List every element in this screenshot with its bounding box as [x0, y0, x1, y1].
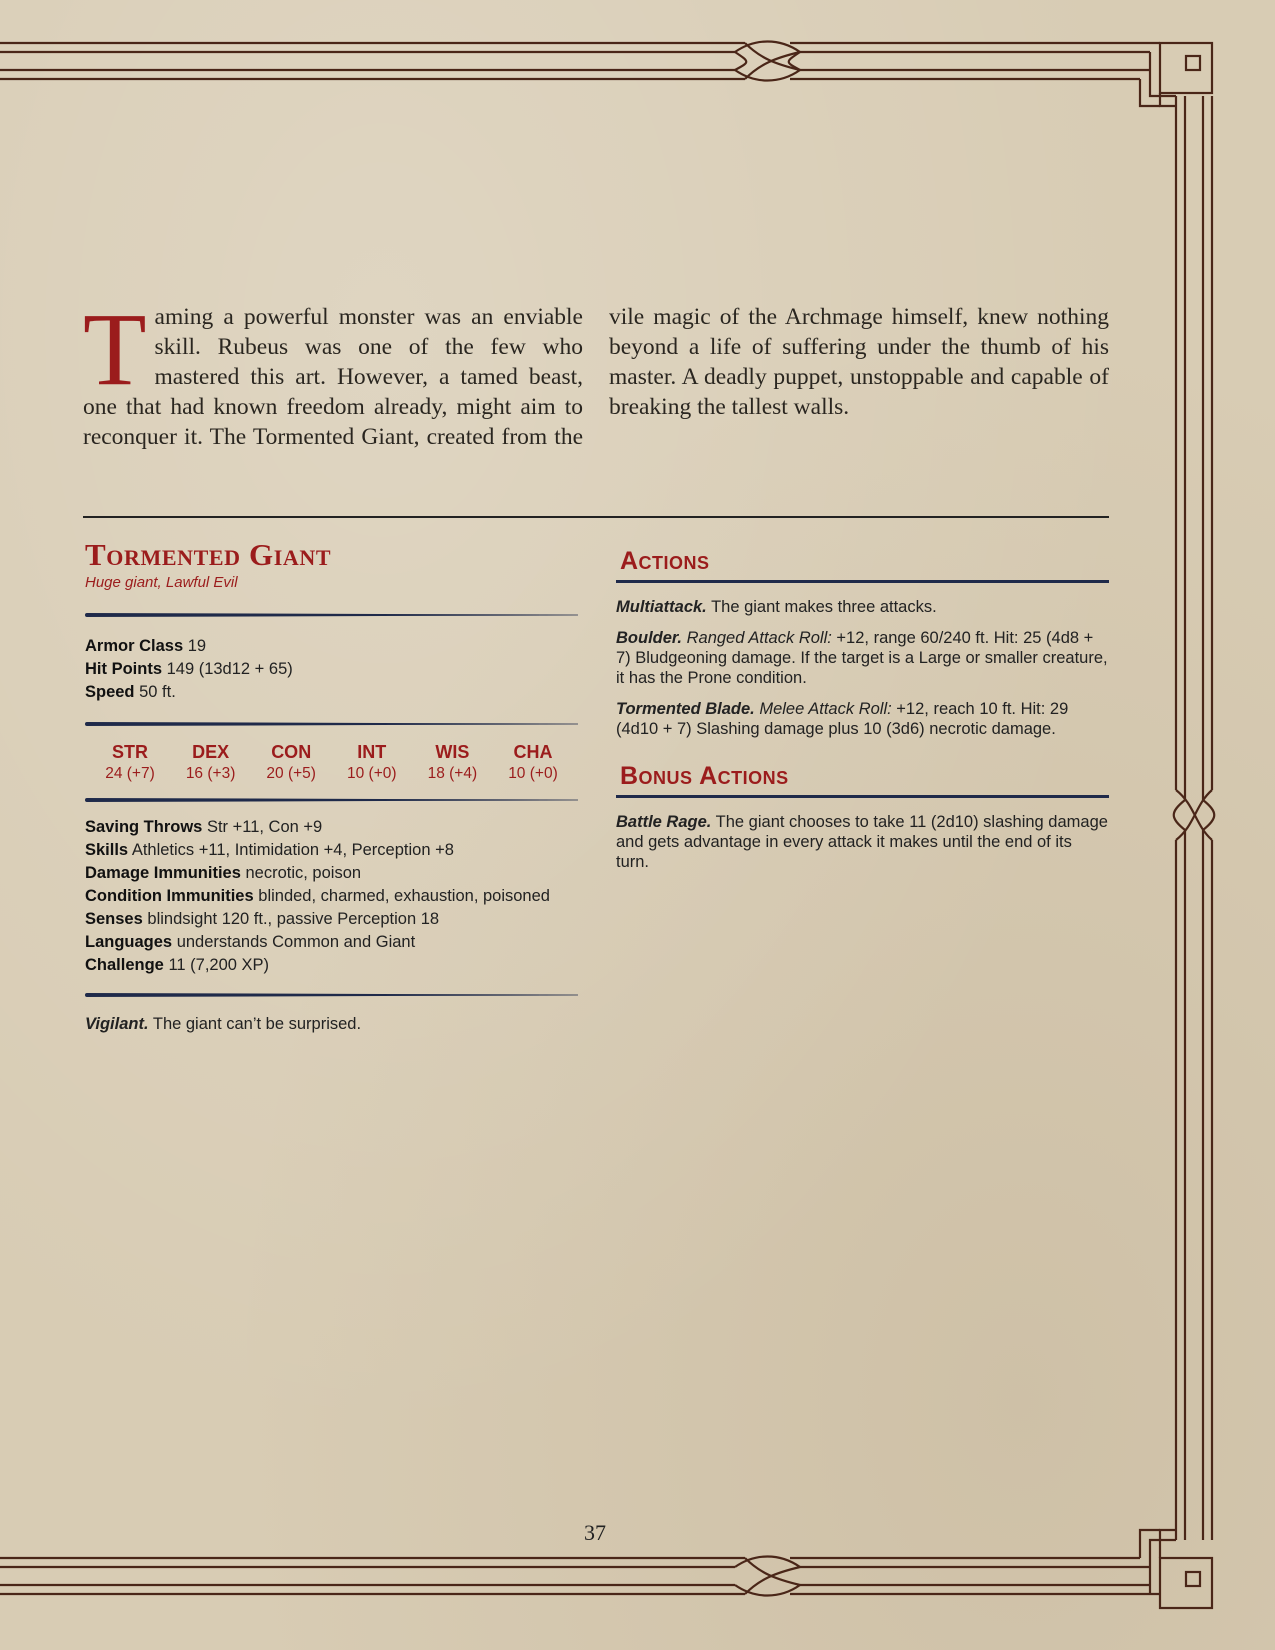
- actions-rule: [616, 580, 1109, 583]
- action-multiattack: Multiattack. The giant makes three attacks.: [616, 598, 937, 616]
- stat-rule: [85, 613, 578, 617]
- action-boulder: Boulder. Ranged Attack Roll: +12, range 60/240 ft. Hit: 25 (4d8 + 7) Bludgeoning damage. If the target is a Large or smaller creature, it has the Prone condition.: [616, 629, 1108, 687]
- ability-wis: WIS 18 (+4): [427, 742, 478, 782]
- action-tormented-blade: Tormented Blade. Melee Attack Roll: +12, reach 10 ft. Hit: 29 (4d10 + 7) Slashing damage plus 10 (3d6) necrotic damage.: [616, 700, 1069, 738]
- page-number: 37: [584, 1520, 606, 1545]
- stat-rule: [85, 798, 578, 802]
- actions-heading: Actions: [620, 547, 710, 575]
- secondary-stats: [85, 816, 578, 977]
- ability-str: STR 24 (+7): [105, 742, 155, 782]
- intro-paragraph: [83, 292, 1109, 452]
- saving-throws: Saving Throws Str +11, Con +9: [85, 818, 323, 836]
- monster-type: Huge giant, Lawful Evil: [85, 574, 238, 591]
- hit-points: Hit Points 149 (13d12 + 65): [85, 660, 293, 678]
- armor-class: Armor Class 19: [85, 637, 207, 655]
- ability-con: CON 20 (+5): [266, 742, 316, 782]
- ability-cha: CHA 10 (+0): [508, 742, 558, 782]
- bonus-actions-heading: Bonus Actions: [620, 762, 789, 790]
- damage-immunities: Damage Immunities necrotic, poison: [85, 864, 362, 882]
- trait-vigilant: Vigilant. The giant can’t be surprised.: [85, 1015, 362, 1033]
- skills: Skills Athletics +11, Intimidation +4, Perception +8: [85, 841, 454, 859]
- monster-name: Tormented Giant: [85, 537, 332, 572]
- condition-immunities: Condition Immunities blinded, charmed, exhaustion, poisoned: [85, 887, 550, 905]
- core-stats: [85, 635, 578, 704]
- stat-rule: [85, 722, 578, 726]
- actions-column: [616, 546, 1109, 872]
- stat-rule: [85, 993, 578, 997]
- ability-scores: [85, 740, 578, 784]
- ability-int: INT 10 (+0): [347, 742, 397, 782]
- section-divider: [83, 516, 1109, 518]
- speed: Speed 50 ft.: [85, 683, 176, 701]
- bonus-action-battle-rage: Battle Rage. The giant chooses to take 11 (2d10) slashing damage and gets advantage in every attack it makes until the end of its turn.: [616, 813, 1108, 871]
- ability-dex: DEX 16 (+3): [185, 742, 236, 782]
- stat-block: [85, 538, 578, 1035]
- senses: Senses blindsight 120 ft., passive Perception 18: [85, 910, 440, 928]
- challenge: Challenge 11 (7,200 XP): [85, 956, 270, 974]
- drop-cap: T: [83, 292, 147, 407]
- languages: Languages understands Common and Giant: [85, 933, 416, 951]
- intro-text: aming a powerful monster was an enviable skill. Rubeus was one of the few who mastered this art. However, a tamed beast, one that had known freedom already, might aim to reconquer it. The Tormented Giant, created from the vile magic of the Archmage himself, knew nothing beyond a life of suffering under the thumb of his master. A deadly puppet, unstoppable and capable of breaking the tallest walls.: [83, 304, 1109, 450]
- bonus-actions-rule: [616, 795, 1109, 798]
